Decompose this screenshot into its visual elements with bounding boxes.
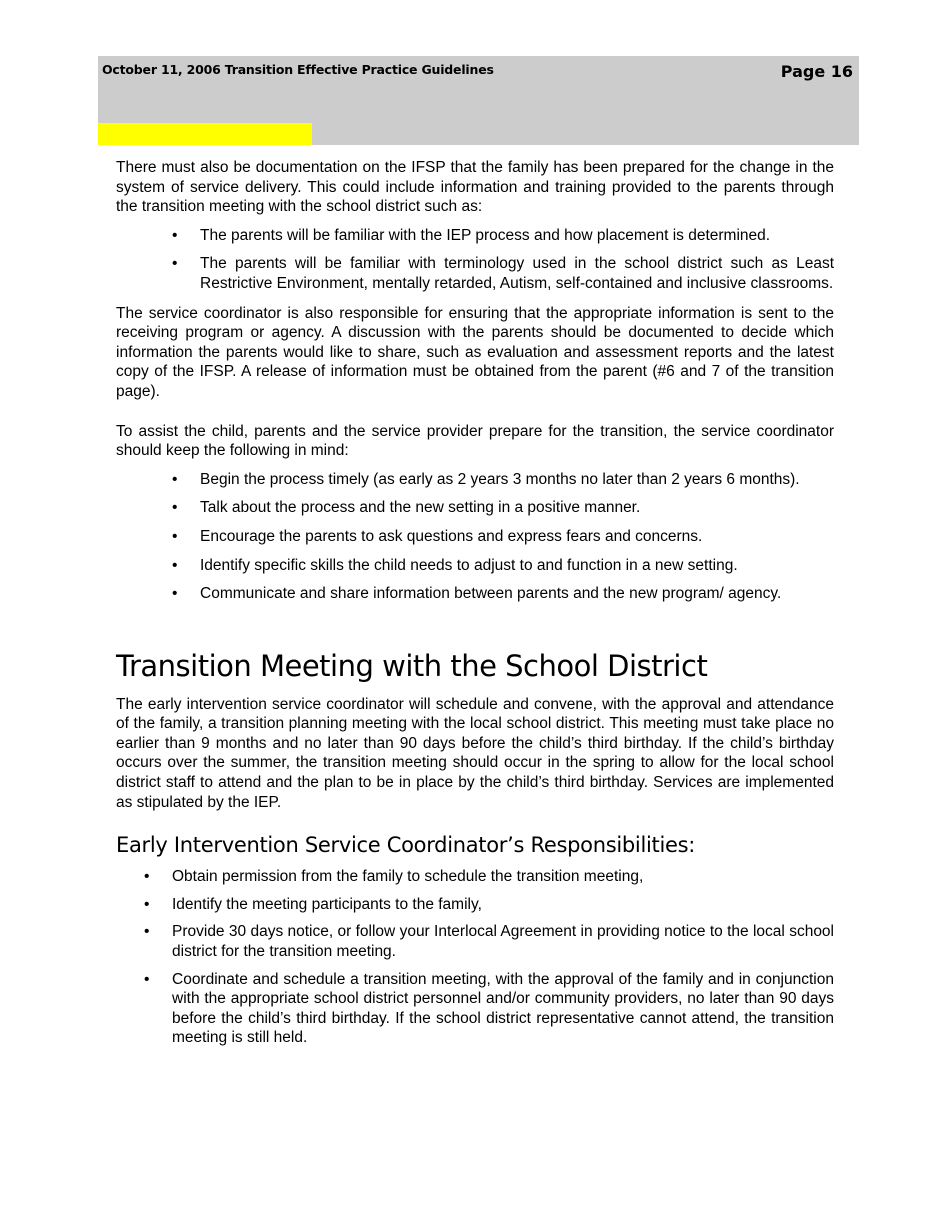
list-item: • The parents will be familiar with the IEP process and how placement is determined. (200, 226, 834, 246)
page-header (98, 56, 859, 145)
list-item: • Talk about the process and the new setting in a positive manner. (200, 498, 834, 518)
list-item: • Coordinate and schedule a transition meeting, with the approval of the family and in conjunction with the appropriate school district personnel and/or community providers, no later than 90 days before the child’s third birthday. If the school district representative cannot attend, the transition meeting is still held. (172, 970, 834, 1048)
page-body (116, 158, 834, 1056)
document-title: October 11, 2006 Transition Effective Practice Guidelines (102, 62, 494, 77)
list-item: • Identify the meeting participants to the family, (172, 895, 834, 915)
section-heading-transition-meeting: Transition Meeting with the School District (116, 648, 708, 683)
list-item: • Communicate and share information between parents and the new program/ agency. (200, 584, 834, 604)
paragraph-assist-child: To assist the child, parents and the service provider prepare for the transition, the service coordinator should keep the following in mind: (116, 422, 834, 460)
list-item: • Begin the process timely (as early as 2 years 3 months no later than 2 years 6 months). (200, 470, 834, 490)
parent-preparation-list (200, 226, 834, 294)
header-accent-bar (98, 123, 312, 145)
paragraph-transition-meeting: The early intervention service coordinator will schedule and convene, with the approval and attendance of the family, a transition planning meeting with the local school district. This meeting must take place no earlier than 9 months and no later than 90 days before the child’s third birthday. If the child’s birthday occurs over the summer, the transition meeting should occur in the spring to allow for the local school district staff to attend and the plan to be in place by the child’s third birthday. Services are implemented as stipulated by the IEP. (116, 695, 834, 811)
list-item: • Obtain permission from the family to schedule the transition meeting, (172, 867, 834, 887)
list-item: • Encourage the parents to ask questions and express fears and concerns. (200, 527, 834, 547)
paragraph-information-sharing: The service coordinator is also responsible for ensuring that the appropriate information is sent to the receiving program or agency. A discussion with the parents should be documented to decide which information the parents would like to share, such as evaluation and assessment reports and the latest copy of the IFSP. A release of information must be obtained from the parent (#6 and 7 of the transition page). (116, 304, 834, 400)
list-item: • Provide 30 days notice, or follow your Interlocal Agreement in providing notice to the local school district for the transition meeting. (172, 922, 834, 961)
subsection-heading-responsibilities: Early Intervention Service Coordinator’s Responsibilities: (116, 833, 696, 858)
page-number: Page 16 (780, 62, 853, 81)
coordinator-reminders-list (200, 470, 834, 604)
paragraph-ifsp-documentation: There must also be documentation on the IFSP that the family has been prepared for the change in the system of service delivery. This could include information and training provided to the parents through the transition meeting with the school district such as: (116, 159, 834, 216)
responsibilities-list (172, 867, 834, 1048)
list-item: • The parents will be familiar with terminology used in the school district such as Least Restrictive Environment, mentally retarded, Autism, self-contained and inclusive classrooms. (200, 254, 834, 293)
list-item: • Identify specific skills the child needs to adjust to and function in a new setting. (200, 556, 834, 576)
